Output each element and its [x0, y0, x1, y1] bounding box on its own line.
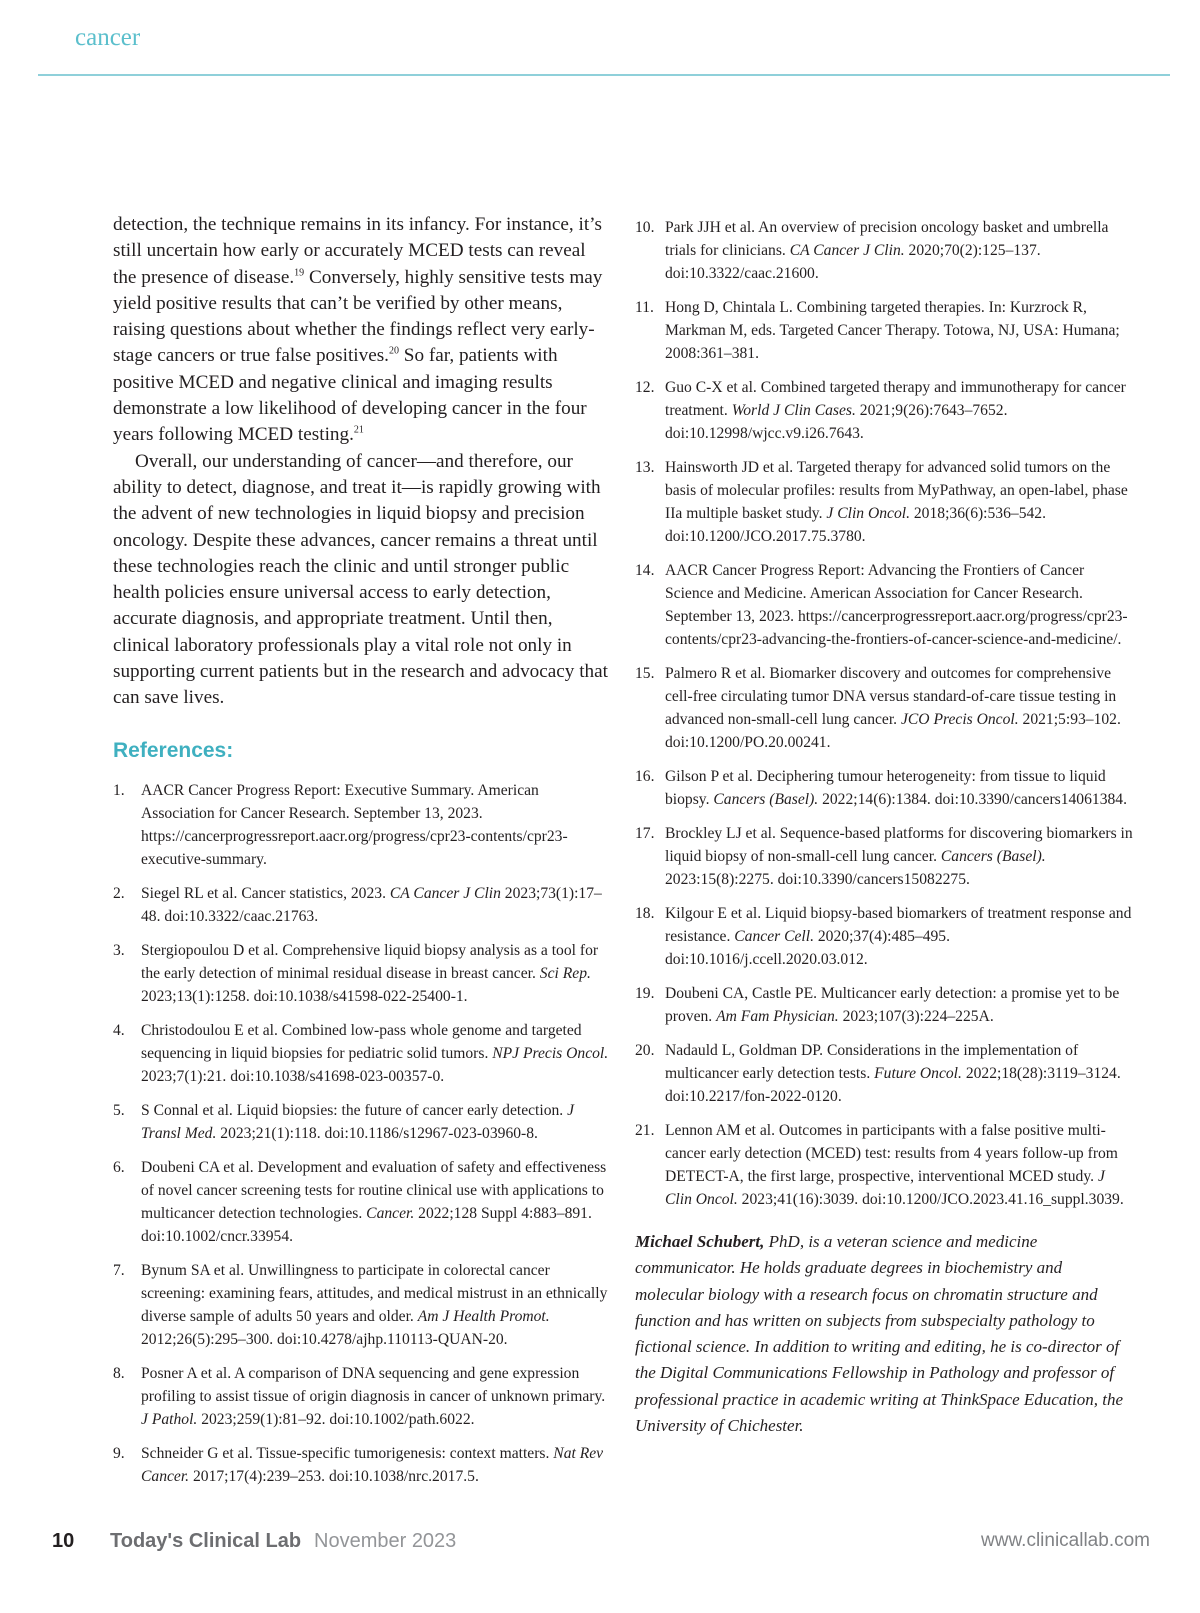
publication-name: Today's Clinical Lab: [110, 1530, 302, 1552]
left-column: [113, 212, 609, 1499]
article-paragraph-2: Overall, our understanding of cancer—and therefore, our ability to detect, diagnose, and treat it—is rapidly growing with the advent of new technologies in liquid biopsy and precision oncology. Despite these advances, cancer remains a threat until these technologies reach the clinic and until stronger public health policies ensure universal access to early detection, accurate diagnosis, and appropriate treatment. Until then, clinical laboratory professionals play a vital role not only in supporting current patients but in the research and advocacy that can save lives.: [113, 450, 608, 709]
issue-date: November 2023: [314, 1530, 457, 1552]
reference-item: 7. Bynum SA et al. Unwillingness to participate in colorectal cancer screening: examining fears, attitudes, and medical mistrust in an ethnically diverse sample of adults 50 years and older. Am J Health Promot. 2012;26(5):295–300. doi:10.4278/ajhp.110113-QUAN-20.: [113, 1261, 608, 1348]
reference-item: 2. Siegel RL et al. Cancer statistics, 2023. CA Cancer J Clin 2023;73(1):17–48. doi:10.3322/caac.21763.: [113, 884, 602, 925]
reference-item: 1. AACR Cancer Progress Report: Executive Summary. American Association for Cancer Research. September 13, 2023. https://cancerprogressreport.aacr.org/progress/cpr23-contents/cpr23-executive-summary.: [113, 781, 568, 868]
author-bio: Michael Schubert, PhD, is a veteran science and medicine communicator. He holds graduate degrees in biochemistry and molecular biology with a research focus on chromatin structure and function and has written on subjects from subspecialty pathology to fictional science. In addition to writing and editing, he is co-director of the Digital Communications Fellowship in Pathology and professor of professional practice in academic writing at ThinkSpace Education, the University of Chichester.: [635, 1232, 1124, 1436]
citation-21: 21: [353, 424, 364, 436]
reference-item: 4. Christodoulou E et al. Combined low-pass whole genome and targeted sequencing in liquid biopsies for pediatric solid tumors. NPJ Precis Oncol. 2023;7(1):21. doi:10.1038/s41698-023-00357-0.: [113, 1021, 609, 1085]
author-name: Michael Schubert,: [635, 1232, 765, 1251]
reference-item: 15. Palmero R et al. Biomarker discovery and outcomes for comprehensive cell-free circulating tumor DNA versus standard-of-care tissue testing in advanced non-small-cell lung cancer. JCO Precis Oncol. 2021;5:93–102. doi:10.1200/PO.20.00241.: [635, 665, 1121, 751]
reference-item: 20. Nadauld L, Goldman DP. Considerations in the implementation of multicancer early detection tests. Future Oncol. 2022;18(28):3119–3124. doi:10.2217/fon-2022-0120.: [635, 1042, 1121, 1105]
reference-item: 12. Guo C-X et al. Combined targeted therapy and immunotherapy for cancer treatment. World J Clin Cases. 2021;9(26):7643–7652. doi:10.12998/wjcc.v9.i26.7643.: [635, 379, 1126, 442]
reference-item: 10. Park JJH et al. An overview of precision oncology basket and umbrella trials for clinicians. CA Cancer J Clin. 2020;70(2):125–137. doi:10.3322/caac.21600.: [635, 219, 1109, 282]
reference-item: 19. Doubeni CA, Castle PE. Multicancer early detection: a promise yet to be proven. Am Fam Physician. 2023;107(3):224–225A.: [635, 985, 1120, 1025]
reference-list-left: [113, 779, 609, 1488]
reference-item: 3. Stergiopoulou D et al. Comprehensive liquid biopsy analysis as a tool for the early detection of minimal residual disease in breast cancer. Sci Rep. 2023;13(1):1258. doi:10.1038/s41598-022-25400-1.: [113, 941, 599, 1005]
right-column: [635, 216, 1135, 1456]
article-body: [113, 212, 609, 712]
citation-20: 20: [388, 346, 399, 358]
references-heading: References:: [113, 738, 234, 762]
article-paragraph-1: detection, the technique remains in its infancy. For instance, it’s still uncertain how early or accurately MCED tests can reveal the presence of disease.$^{19}$ Conversely, highly sensitive tests may yield positive results that can’t be verified by other means, raising questions about whether the findings reflect very early-stage cancers or true false positives.$^{20}$ So far, patients with positive MCED and negative clinical and imaging results demonstrate a low likelihood of developing cancer in the four years following MCED testing.$^{21}$: [113, 214, 603, 446]
reference-item: 8. Posner A et al. A comparison of DNA sequencing and gene expression profiling to assist tissue of origin diagnosis in cancer of unknown primary. J Pathol. 2023;259(1):81–92. doi:10.1002/path.6022.: [113, 1364, 606, 1428]
header-divider: [38, 74, 1170, 76]
page-footer: [52, 1530, 1150, 1560]
reference-item: 21. Lennon AM et al. Outcomes in participants with a false positive multi-cancer early detection (MCED) test: results from 4 years follow-up from DETECT-A, the first large, prospective, interventional MCED study. J Clin Oncol. 2023;41(16):3039. doi:10.1200/JCO.2023.41.16_suppl.3039.: [635, 1122, 1124, 1208]
website-link[interactable]: www.clinicallab.com: [981, 1530, 1150, 1551]
page-number: 10: [52, 1530, 75, 1552]
reference-item: 11. Hong D, Chintala L. Combining targeted therapies. In: Kurzrock R, Markman M, eds. Targeted Cancer Therapy. Totowa, NJ, USA: Humana; 2008:361–381.: [635, 299, 1120, 362]
reference-item: 18. Kilgour E et al. Liquid biopsy-based biomarkers of treatment response and resistance. Cancer Cell. 2020;37(4):485–495. doi:10.1016/j.ccell.2020.03.012.: [635, 905, 1132, 968]
reference-item: 14. AACR Cancer Progress Report: Advancing the Frontiers of Cancer Science and Medicine. American Association for Cancer Research. September 13, 2023. https://cancerprogressreport.aacr.org/progress/cpr23-contents/cpr23-advancing-the-frontiers-of-cancer-science-and-medicine/.: [635, 562, 1128, 648]
reference-item: 13. Hainsworth JD et al. Targeted therapy for advanced solid tumors on the basis of molecular profiles: results from MyPathway, an open-label, phase IIa multiple basket study. J Clin Oncol. 2018;36(6):536–542. doi:10.1200/JCO.2017.75.3780.: [635, 459, 1128, 545]
citation-19: 19: [294, 267, 305, 279]
reference-item: 17. Brockley LJ et al. Sequence-based platforms for discovering biomarkers in liquid biopsy of non-small-cell lung cancer. Cancers (Basel). 2023:15(8):2275. doi:10.3390/cancers15082275.: [635, 825, 1133, 888]
section-label: cancer: [75, 24, 141, 51]
reference-item: 5. S Connal et al. Liquid biopsies: the future of cancer early detection. J Transl Med. 2023;21(1):118. doi:10.1186/s12967-023-03960-8.: [113, 1101, 575, 1142]
reference-item: 6. Doubeni CA et al. Development and evaluation of safety and effectiveness of novel cancer screening tests for routine clinical use with applications to multicancer detection technologies. Cancer. 2022;128 Suppl 4:883–891. doi:10.1002/cncr.33954.: [113, 1158, 607, 1245]
reference-item: 9. Schneider G et al. Tissue-specific tumorigenesis: context matters. Nat Rev Cancer. 2017;17(4):239–253. doi:10.1038/nrc.2017.5.: [113, 1444, 604, 1485]
reference-list-right: [635, 216, 1135, 1211]
reference-item: 16. Gilson P et al. Deciphering tumour heterogeneity: from tissue to liquid biopsy. Cancers (Basel). 2022;14(6):1384. doi:10.3390/cancers14061384.: [635, 768, 1127, 808]
